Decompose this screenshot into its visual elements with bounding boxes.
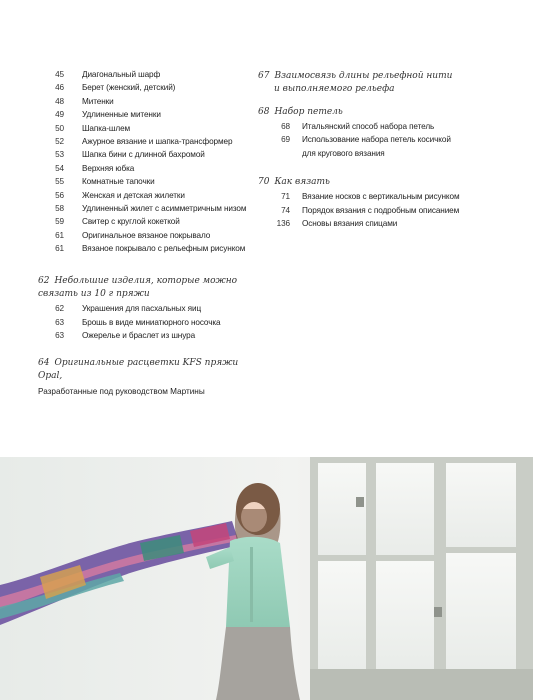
section-number: 62 <box>38 276 50 287</box>
entry-page: 48 <box>55 96 64 106</box>
section-64 <box>38 357 248 399</box>
section-number: 64 <box>38 357 50 368</box>
section-number: 67 <box>258 71 270 81</box>
entry-title: Шапка-шлем <box>82 123 131 133</box>
contents-entry <box>38 304 248 317</box>
contents-entry <box>38 164 248 177</box>
photo-girl-with-scarf <box>0 457 533 700</box>
contents-entry <box>38 124 248 137</box>
contents-right-column <box>258 70 498 232</box>
contents-entry <box>38 70 248 83</box>
entry-page: 49 <box>55 110 64 120</box>
contents-entry <box>38 97 248 110</box>
contents-entry <box>258 122 498 135</box>
entry-page: 53 <box>55 150 64 160</box>
section-title: Набор петель <box>274 107 343 117</box>
entry-title: Использование набора петель косичкой <box>302 135 451 145</box>
entry-page: 136 <box>276 218 290 228</box>
section-title-line2: связать из 10 г пряжи <box>38 289 150 300</box>
contents-entry <box>258 192 498 205</box>
entry-title: Удлиненные митенки <box>82 110 161 120</box>
section-title: Оригинальные расцветки KFS пряжи Opal, <box>38 357 239 381</box>
contents-entry <box>38 231 248 244</box>
entry-title: Ожерелье и браслет из шнура <box>82 331 196 341</box>
section-heading <box>258 70 498 83</box>
entry-page: 62 <box>55 304 64 314</box>
entry-page: 52 <box>55 136 64 146</box>
entry-title: Комнатные тапочки <box>82 177 155 187</box>
entry-page: 58 <box>55 203 64 213</box>
entry-title: Свитер с круглой кокеткой <box>82 217 180 227</box>
contents-entry <box>38 137 248 150</box>
entry-page: 55 <box>55 177 64 187</box>
entry-page: 61 <box>55 244 64 254</box>
entry-title: Удлиненный жилет с асимметричным низом <box>82 203 247 213</box>
section-heading-cont <box>258 83 498 96</box>
section-heading <box>38 275 248 288</box>
section-subtitle: Разработанные под руководством Мартины <box>38 386 205 396</box>
section-number: 70 <box>258 177 270 188</box>
entry-title: Ажурное вязание и шапка-трансформер <box>82 136 233 146</box>
section-68 <box>258 106 498 162</box>
entry-page: 63 <box>55 317 64 327</box>
entry-title: Брошь в виде миниатюрного носочка <box>82 317 221 327</box>
contents-entry <box>38 150 248 163</box>
contents-list-a <box>38 70 248 257</box>
contents-entry <box>38 191 248 204</box>
entry-page: 61 <box>55 230 64 240</box>
entry-title: Вязаное покрывало с рельефным рисунком <box>82 244 246 254</box>
section-title-line1: Взаимосвязь длины рельефной нити <box>274 71 453 81</box>
entry-title: Митенки <box>82 96 114 106</box>
section-62 <box>38 275 248 344</box>
contents-entry <box>38 244 248 257</box>
contents-entry <box>38 318 248 331</box>
entry-page: 68 <box>281 122 290 131</box>
entry-title: Вязание носков с вертикальным рисунком <box>302 192 460 202</box>
contents-entry <box>258 149 498 162</box>
section-heading <box>258 106 498 119</box>
section-heading-cont <box>38 288 248 301</box>
contents-left-column <box>38 70 248 399</box>
entry-page: 74 <box>281 205 290 215</box>
contents-entry <box>38 204 248 217</box>
section-title-line2: и выполняемого рельефа <box>274 84 395 94</box>
contents-entry <box>258 206 498 219</box>
entry-page: 71 <box>281 192 290 202</box>
entry-title: для кругового вязания <box>302 148 385 158</box>
contents-entry <box>38 83 248 96</box>
section-number: 68 <box>258 107 270 117</box>
contents-entry <box>38 110 248 123</box>
entry-title: Верхняя юбка <box>82 163 135 173</box>
entry-title: Оригинальное вязаное покрывало <box>82 230 211 240</box>
entry-page: 54 <box>55 163 64 173</box>
entry-page: 63 <box>55 331 64 341</box>
entry-page: 46 <box>55 83 64 93</box>
section-70 <box>258 176 498 232</box>
entry-page: 50 <box>55 123 64 133</box>
entry-title: Диагональный шарф <box>82 70 161 79</box>
entry-page: 59 <box>55 217 64 227</box>
entry-title: Основы вязания спицами <box>302 218 398 228</box>
entry-title: Берет (женский, детский) <box>82 83 176 93</box>
entry-title: Украшения для пасхальных яиц <box>82 304 202 314</box>
contents-entry <box>38 331 248 344</box>
contents-entry <box>258 219 498 232</box>
entry-title: Женская и детская жилетки <box>82 190 185 200</box>
photo-girl-with-knitted-scarf-icon <box>0 457 533 700</box>
entry-title: Шапка бини с длинной бахромой <box>82 150 205 160</box>
contents-entry <box>38 217 248 230</box>
entry-page: 69 <box>281 135 290 145</box>
contents-entry <box>38 177 248 190</box>
section-title-line1: Небольшие изделия, которые можно <box>54 276 238 287</box>
section-heading <box>258 176 498 189</box>
contents-entry <box>258 135 498 148</box>
entry-page: 56 <box>55 190 64 200</box>
section-heading <box>38 357 248 383</box>
entry-title: Итальянский способ набора петель <box>302 122 435 131</box>
section-title: Как вязать <box>274 177 330 188</box>
entry-title: Порядок вязания с подробным описанием <box>302 205 460 215</box>
entry-page: 45 <box>55 70 64 79</box>
section-67 <box>258 70 498 96</box>
